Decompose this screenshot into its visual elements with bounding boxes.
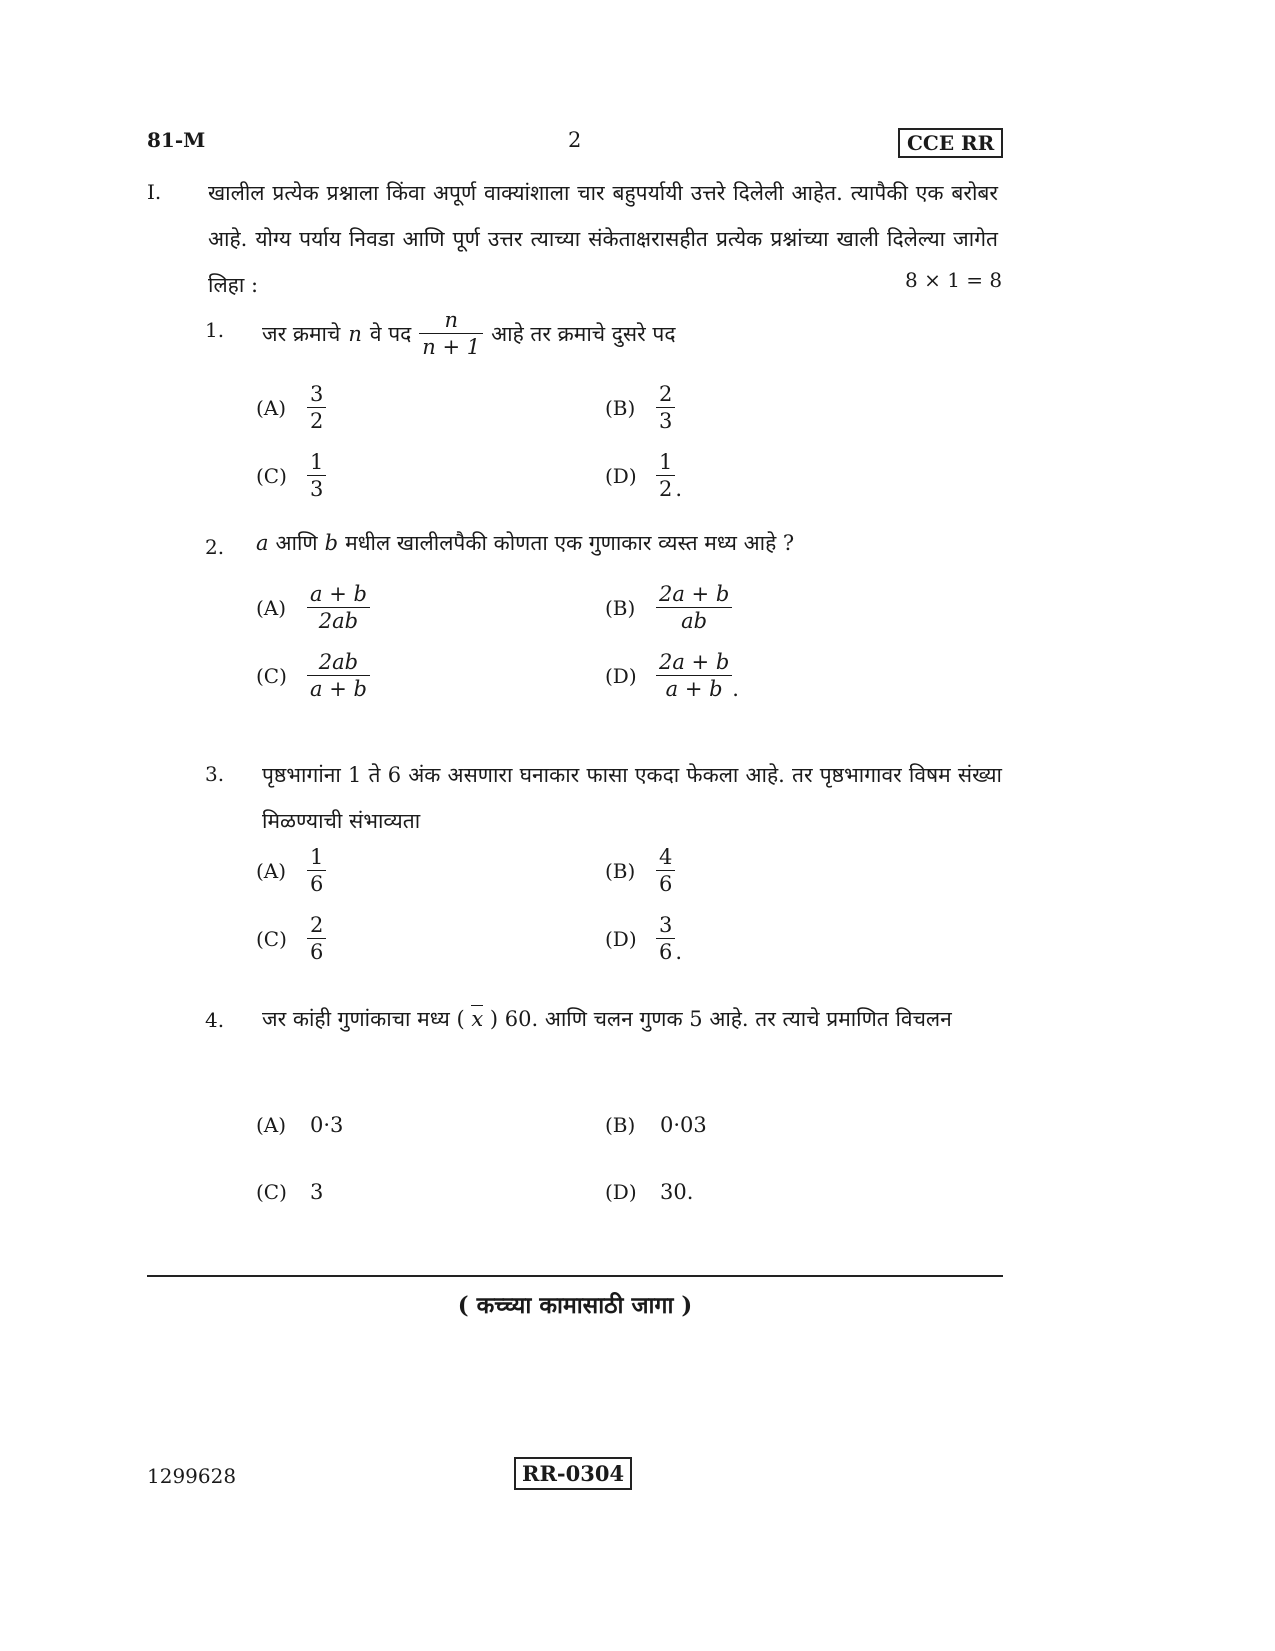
q2-opt-d-label: (D): [605, 664, 637, 688]
q4-xbar: x: [471, 1007, 484, 1031]
q2-text: [256, 520, 794, 566]
q4-opt-b-label: (B): [605, 1113, 636, 1137]
q1-text-a: जर क्रमाचे: [262, 321, 341, 346]
q4-opt-c-value: 3: [310, 1180, 324, 1204]
q4-opt-d-label: (D): [605, 1180, 637, 1204]
q3-opt-a-label: (A): [256, 859, 287, 883]
q1-opt-a-label: (A): [256, 396, 287, 420]
q1-frac-num: n: [444, 308, 458, 332]
page-number: 2: [568, 128, 582, 152]
q2-opt-a-label: (A): [256, 596, 287, 620]
q3-opt-c-label: (C): [256, 927, 287, 951]
section-number: I.: [147, 180, 162, 204]
q4-opt-a-value: 0·3: [310, 1113, 344, 1137]
footer-code: RR-0304: [514, 1457, 632, 1490]
q1-var: n: [348, 321, 362, 346]
q2-text-b: मधील खालीलपैकी कोणता एक गुणाकार व्यस्त मध्य आहे ?: [345, 531, 795, 555]
q4-text-b: ) 60. आणि चलन गुणक 5 आहे. तर त्याचे प्रमाणित विचलन: [489, 1007, 952, 1031]
q2-number: 2.: [205, 535, 225, 559]
q2-opt-c-label: (C): [256, 664, 287, 688]
q1-opt-c-value: $\frac{1}{3}$: [307, 450, 326, 501]
section-marks: 8 × 1 = 8: [905, 268, 1003, 292]
rough-work-divider: [147, 1275, 1003, 1277]
q1-opt-d-value: $\frac{1}{2}$ .: [656, 450, 682, 501]
q2-opt-a-value: $\frac{a + b}{2ab}$: [307, 582, 370, 633]
q4-number: 4.: [205, 1008, 225, 1032]
q2-text-a: आणि: [275, 531, 318, 555]
q1-fraction: [419, 308, 483, 359]
paper-code: 81-M: [147, 128, 206, 152]
q3-text: पृष्ठभागांना 1 ते 6 अंक असणारा घनाकार फासा एकदा फेकला आहे. तर पृष्ठभागावर विषम संख्या मिळण्याची संभाव्यता: [262, 763, 1002, 833]
q3-opt-a-value: $\frac{1}{6}$: [307, 845, 326, 896]
q4-text-a: जर कांही गुणांकाचा मध्य (: [262, 1007, 465, 1031]
q4-opt-b-value: 0·03: [660, 1113, 707, 1137]
q3-number: 3.: [205, 762, 225, 786]
q3-opt-b-value: $\frac{4}{6}$: [656, 845, 675, 896]
q1-opt-b-label: (B): [605, 396, 636, 420]
q1-opt-c-label: (C): [256, 464, 287, 488]
section-instruction: खालील प्रत्येक प्रश्नाला किंवा अपूर्ण वाक्यांशाला चार बहुपर्यायी उत्तरे दिलेली आहेत. त्यापैकी एक बरोबर आहे. योग्य पर्याय निवडा आणि पूर्ण उत्तर त्याच्या संकेताक्षरासहीत प्रत्येक प्रश्नांच्या खाली दिलेल्या जागेत लिहा :: [208, 181, 998, 297]
q1-text-b: वे पद: [369, 321, 412, 346]
q1-opt-d-label: (D): [605, 464, 637, 488]
q1-opt-a-value: $\frac{3}{2}$: [307, 382, 326, 433]
q2-var-a: a: [256, 531, 269, 555]
q1-text-c: आहे तर क्रमाचे दुसरे पद: [491, 321, 676, 346]
rough-work-label: ( कच्च्या कामासाठी जागा ): [457, 1292, 693, 1319]
q3-opt-b-label: (B): [605, 859, 636, 883]
q2-var-b: b: [324, 531, 339, 555]
q3-opt-c-value: $\frac{2}{6}$: [307, 913, 326, 964]
exam-tag: CCE RR: [898, 128, 1003, 158]
q2-opt-d-value: $\frac{2a + b}{a + b}$ .: [656, 650, 739, 701]
q1-text: [262, 308, 675, 359]
q4-opt-c-label: (C): [256, 1180, 287, 1204]
q2-opt-c-value: $\frac{2ab}{a + b}$: [307, 650, 370, 701]
q3-opt-d-label: (D): [605, 927, 637, 951]
q4-text: [262, 996, 1002, 1042]
q4-opt-d-value: 30.: [660, 1180, 694, 1204]
q3-opt-d-value: $\frac{3}{6}$ .: [656, 913, 682, 964]
q4-opt-a-label: (A): [256, 1113, 287, 1137]
q1-number: 1.: [205, 318, 225, 342]
q1-opt-b-value: $\frac{2}{3}$: [656, 382, 675, 433]
q2-opt-b-label: (B): [605, 596, 636, 620]
footer-number: 1299628: [147, 1464, 237, 1488]
q2-opt-b-value: $\frac{2a + b}{ab}$: [656, 582, 732, 633]
q1-frac-den: n + 1: [422, 335, 481, 359]
